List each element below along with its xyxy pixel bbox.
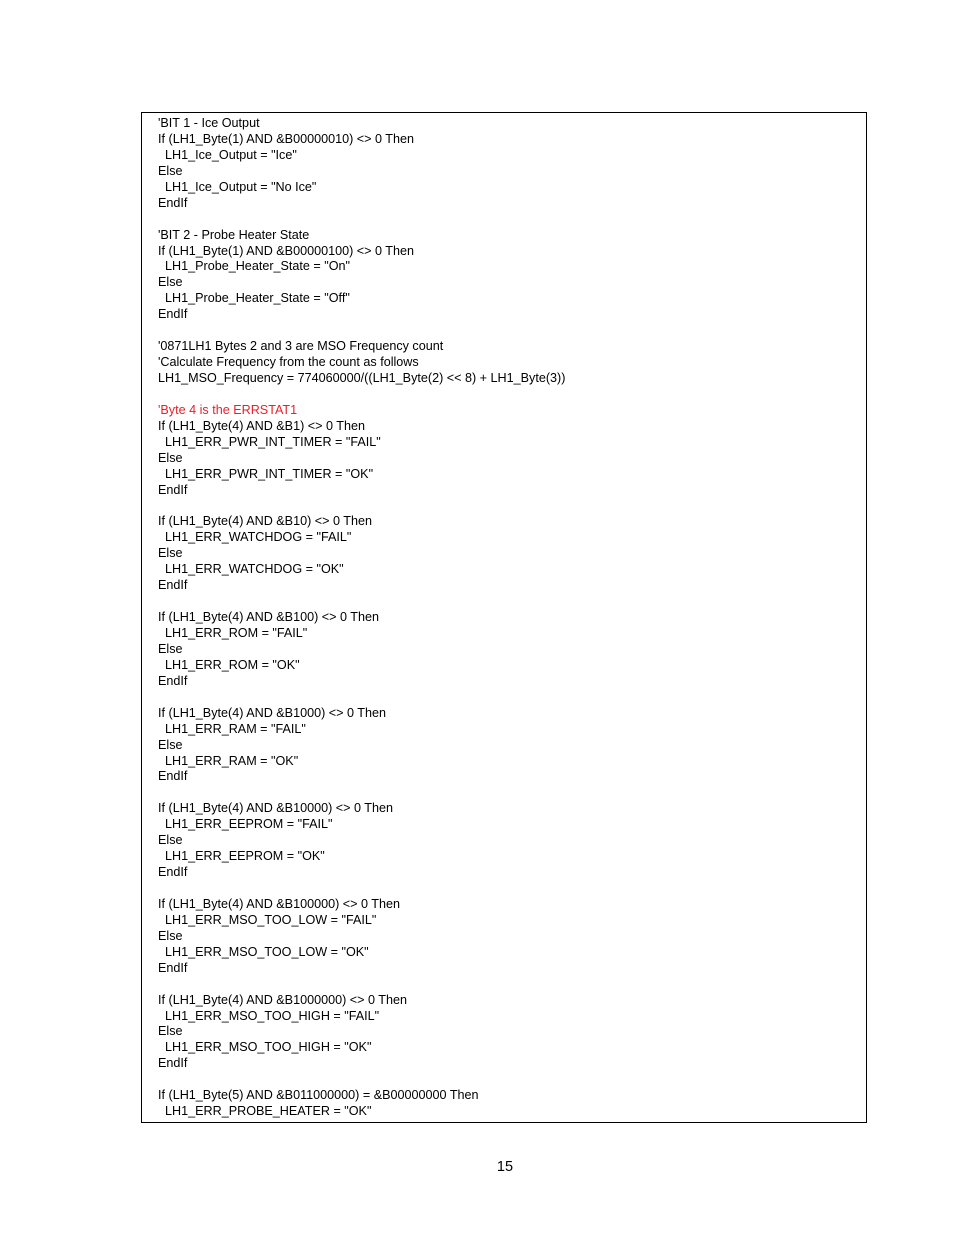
code-line: LH1_Ice_Output = "No Ice"	[158, 179, 317, 194]
code-line: EndIf	[158, 865, 188, 880]
code-line: 'Calculate Frequency from the count as follows	[158, 355, 419, 370]
code-line: Else	[158, 928, 183, 943]
code-line: LH1_Probe_Heater_State = "On"	[158, 259, 351, 274]
code-line: Else	[158, 737, 183, 752]
code-line: LH1_ERR_PROBE_HEATER = "OK"	[158, 1104, 372, 1119]
code-line: 'BIT 2 - Probe Heater State	[158, 227, 310, 242]
code-line: Else	[158, 1024, 183, 1039]
code-line: LH1_ERR_MSO_TOO_LOW = "OK"	[158, 944, 369, 959]
code-line: EndIf	[158, 307, 188, 322]
code-line: EndIf	[158, 578, 188, 593]
code-line: Else	[158, 275, 183, 290]
blank-line	[158, 977, 565, 993]
code-line: LH1_Ice_Output = "Ice"	[158, 147, 297, 162]
code-line: If (LH1_Byte(1) AND &B00000010) <> 0 Then	[158, 131, 414, 146]
blank-line	[158, 212, 565, 228]
code-line: Else	[158, 450, 183, 465]
code-listing-box	[141, 112, 867, 1123]
code-line: If (LH1_Byte(4) AND &B10) <> 0 Then	[158, 514, 372, 529]
code-line: LH1_ERR_PWR_INT_TIMER = "OK"	[158, 466, 374, 481]
code-line: LH1_ERR_RAM = "OK"	[158, 753, 299, 768]
code-line: LH1_ERR_PWR_INT_TIMER = "FAIL"	[158, 434, 381, 449]
code-line: LH1_ERR_MSO_TOO_LOW = "FAIL"	[158, 912, 377, 927]
code-line: LH1_ERR_WATCHDOG = "FAIL"	[158, 530, 352, 545]
code-line: '0871LH1 Bytes 2 and 3 are MSO Frequency count	[158, 339, 444, 354]
blank-line	[158, 499, 565, 515]
code-line: Else	[158, 641, 183, 656]
code-line: If (LH1_Byte(1) AND &B00000100) <> 0 Then	[158, 243, 414, 258]
code-line: LH1_ERR_ROM = "FAIL"	[158, 626, 308, 640]
blank-line	[158, 387, 565, 403]
blank-line	[158, 881, 565, 897]
blank-line	[158, 690, 565, 706]
code-line: LH1_ERR_MSO_TOO_HIGH = "FAIL"	[158, 1008, 380, 1023]
code-line: LH1_ERR_EEPROM = "OK"	[158, 849, 325, 864]
code-line: EndIf	[158, 195, 188, 210]
code-line: LH1_ERR_ROM = "OK"	[158, 657, 300, 672]
code-line: If (LH1_Byte(4) AND &B100000) <> 0 Then	[158, 896, 400, 911]
blank-line	[158, 1072, 565, 1088]
code-line: LH1_ERR_RAM = "FAIL"	[158, 721, 306, 736]
code-line: If (LH1_Byte(4) AND &B10000) <> 0 Then	[158, 801, 393, 816]
code-listing	[158, 116, 565, 1120]
code-line: EndIf	[158, 769, 188, 784]
code-line: 'BIT 1 - Ice Output	[158, 116, 260, 130]
blank-line	[158, 785, 565, 801]
code-line: EndIf	[158, 482, 188, 497]
code-line: If (LH1_Byte(4) AND &B1000000) <> 0 Then	[158, 992, 407, 1007]
page-number: 15	[496, 1159, 514, 1175]
code-line: LH1_Probe_Heater_State = "Off"	[158, 291, 350, 306]
code-line: EndIf	[158, 960, 188, 975]
blank-line	[158, 323, 565, 339]
code-line: EndIf	[158, 1056, 188, 1071]
code-line: Else	[158, 163, 183, 178]
code-line: If (LH1_Byte(5) AND &B011000000) = &B00000000 Then	[158, 1088, 479, 1103]
code-line: LH1_ERR_MSO_TOO_HIGH = "OK"	[158, 1040, 372, 1055]
code-line: LH1_ERR_EEPROM = "FAIL"	[158, 817, 333, 832]
code-line: If (LH1_Byte(4) AND &B100) <> 0 Then	[158, 610, 379, 625]
blank-line	[158, 594, 565, 610]
code-line: LH1_MSO_Frequency = 774060000/((LH1_Byte(2) << 8) + LH1_Byte(3))	[158, 371, 566, 385]
code-line: If (LH1_Byte(4) AND &B1) <> 0 Then	[158, 418, 365, 433]
code-line: Else	[158, 833, 183, 848]
code-line: 'Byte 4 is the ERRSTAT1	[158, 402, 298, 417]
code-line: LH1_ERR_WATCHDOG = "OK"	[158, 562, 344, 577]
code-line: Else	[158, 546, 183, 561]
code-line: EndIf	[158, 673, 188, 688]
code-line: If (LH1_Byte(4) AND &B1000) <> 0 Then	[158, 705, 386, 720]
